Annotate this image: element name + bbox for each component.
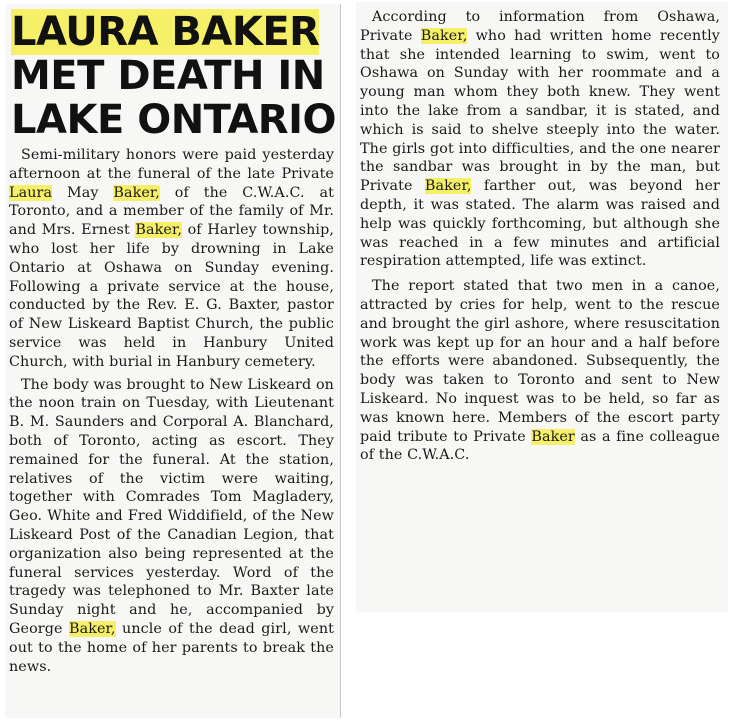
highlighted-name: Baker — [531, 428, 575, 445]
highlighted-name: Laura — [9, 184, 53, 201]
highlighted-name: Baker, — [69, 620, 116, 637]
text-run: May — [52, 184, 114, 201]
headline-line-2: MET DEATH IN — [11, 53, 325, 99]
text-run: of Harley township, who lost her life by drowning in Lake Ontario at Oshawa on Sunday evening. Following a private service at the house, conducted by the Rev. E. G. Baxter, pastor of New Liskeard Baptist Church, the public service was held in Hanbury United Church, with burial in Hanbury cemetery. — [9, 222, 334, 370]
text-run: According to information from Oshawa, Private — [360, 9, 720, 44]
article-paragraph-1 — [5, 146, 340, 372]
text-run: as a fine colleague of the C.W.A.C. — [360, 428, 720, 464]
highlighted-name: Baker, — [135, 222, 182, 239]
headline-line-1 — [11, 10, 340, 54]
right-column — [356, 2, 728, 612]
highlighted-name: Baker, — [424, 178, 472, 195]
text-run: of the C.W.A.C. at Toronto, and a member of the family of Mr. and Mrs. Ernest — [9, 184, 334, 239]
text-run: Semi-military honors were paid yesterday afternoon at the funeral of the late Private — [9, 147, 334, 182]
highlighted-name: Baker, — [420, 27, 468, 44]
text-run: who had written home recently that she intended learning to swim, went to Oshawa on Sunday with her roommate and a young man whom they both knew. They went into the lake from a sandbar, it is stated, and which is said to shelve steeply into the water. The girls got into difficulties, and the one nearer the sandbar was brought in by the man, but Private — [360, 27, 720, 195]
headline-highlight: LAURA BAKER — [11, 9, 320, 55]
article-paragraph-2 — [5, 376, 340, 677]
headline-line-3: LAKE ONTARIO — [11, 97, 336, 143]
clipping-edge — [356, 612, 728, 626]
text-run: farther out, was beyond her depth, it was stated. The alarm was raised and help was quickly forthcoming, but although she was reached in a few minutes and artificial respiration attempted, life was extinct. — [360, 178, 720, 270]
text-run: The body was brought to New Liskeard on the noon train on Tuesday, with Lieutenant B. M. Saunders and Corporal A. Blanchard, both of Toronto, acting as escort. They remained for the funeral. At the station, relatives of the victim were waiting, together with Comrades Tom Magladery, Geo. White and Fred Widdifield, of the New Liskeard Post of the Canadian Legion, that organization also being represented at the funeral services yesterday. Word of the tragedy was telephoned to Mr. Baxter late Sunday night and he, accompanied by George — [9, 376, 334, 637]
article-paragraph-3 — [356, 8, 728, 271]
headline — [11, 10, 340, 142]
article-paragraph-4 — [356, 277, 728, 465]
text-run: The report stated that two men in a canoe, attracted by cries for help, went to the rescue and brought the girl ashore, where resuscitation work was kept up for an hour and a half before the efforts were abandoned. Subsequently, the body was taken to Toronto and sent to New Liskeard. No inquest was to be held, so far as was known here. Members of the escort party paid tribute to Private — [360, 278, 720, 445]
highlighted-name: Baker, — [113, 184, 160, 201]
text-run: uncle of the dead girl, went out to the home of her parents to break the news. — [9, 620, 334, 675]
left-column — [5, 4, 341, 718]
